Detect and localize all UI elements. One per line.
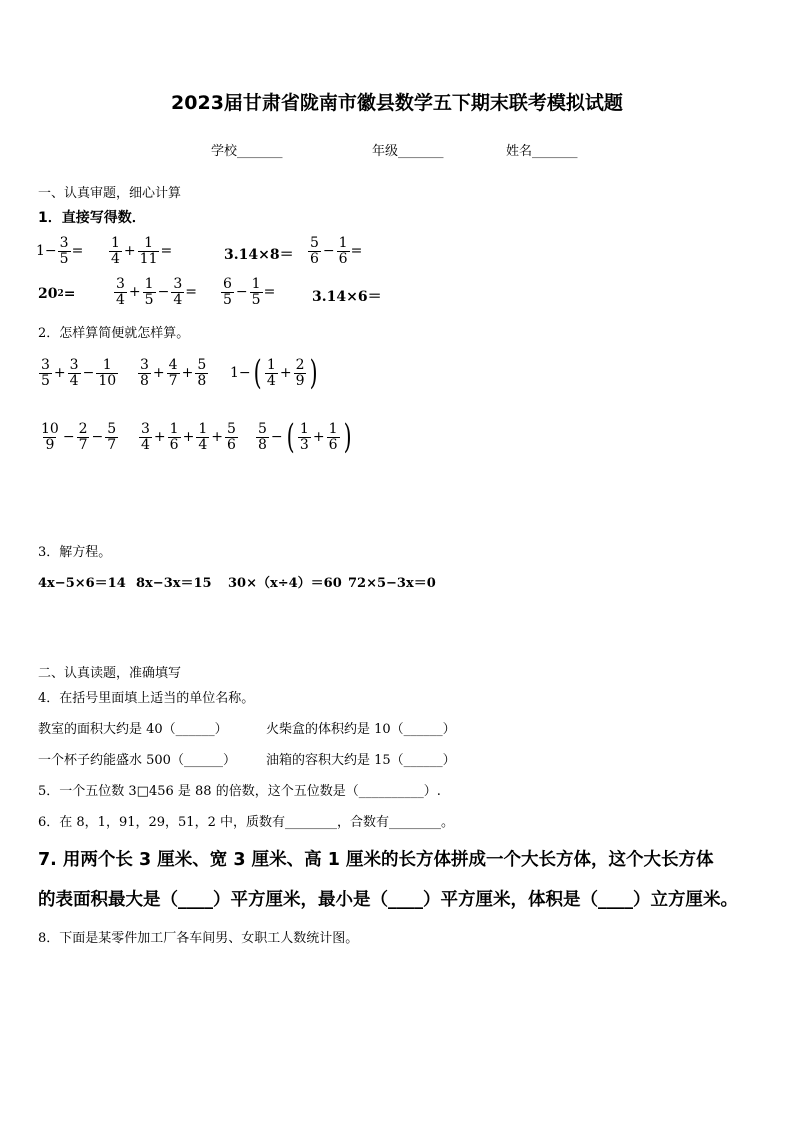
fraction: $\frac{3}{5}$	[59, 235, 69, 267]
q2-expr-6	[255, 417, 354, 457]
operator: +	[152, 365, 165, 382]
exponent: 2	[57, 289, 64, 299]
expr-text: =	[263, 284, 276, 301]
q6-text: 6．在 8，1，91，29，51，2 中，质数有________，合数有________。	[38, 815, 454, 830]
page-title: 2023届甘肃省陇南市徽县数学五下期末联考模拟试题	[171, 92, 623, 114]
q2-expr-3	[230, 353, 321, 393]
q7-line-1: 7. 用两个长 3 厘米、宽 3 厘米、高 1 厘米的长方体拼成一个大长方体，这个大长方体	[38, 850, 714, 870]
q1-label: 1．直接写得数．	[38, 210, 146, 226]
fraction: $\frac{3}{4}$	[116, 276, 125, 308]
section2-heading: 二、认真读题，准确填写	[38, 666, 182, 681]
fraction: $\frac{5}{6}$	[310, 235, 319, 267]
fraction: $\frac{1}{4}$	[198, 421, 208, 453]
expr-text: 1−	[230, 365, 251, 381]
fraction: $\frac{1}{11}$	[139, 235, 158, 267]
operator: +	[182, 429, 195, 446]
q3-label: 3．解方程。	[38, 545, 112, 560]
fraction: $\frac{1}{10}$	[98, 357, 117, 389]
operator: −	[157, 284, 170, 301]
q2-expr-4	[38, 422, 119, 452]
operator: +	[153, 429, 166, 446]
fraction: $\frac{1}{3}$	[299, 420, 309, 453]
operator: +	[128, 284, 141, 301]
fraction: $\frac{1}{6}$	[328, 420, 338, 453]
operator: +	[123, 243, 136, 260]
expr-text: =	[63, 286, 76, 302]
fraction: $\frac{2}{7}$	[78, 421, 88, 453]
expr-text: =	[71, 243, 84, 260]
q5-text: 5．一个五位数 3□456 是 88 的倍数，这个五位数是（__________）.	[38, 784, 441, 799]
q2-expr-2	[137, 358, 209, 388]
fraction: $\frac{2}{9}$	[295, 356, 305, 389]
q1-expr-6	[113, 277, 197, 307]
fraction: $\frac{1}{4}$	[266, 356, 276, 389]
operator: +	[312, 429, 325, 445]
fraction: $\frac{5}{8}$	[197, 357, 207, 389]
fraction: $\frac{1}{6}$	[338, 235, 348, 267]
expr-text: 20	[38, 286, 58, 302]
operator: −	[91, 429, 104, 446]
equation-4: 72×5−3x＝0	[348, 576, 436, 591]
right-paren: )	[343, 417, 352, 457]
operator: +	[181, 365, 194, 382]
q4-item-2: 火柴盒的体积约是 10（______）	[266, 722, 456, 737]
expr-text: 1−	[36, 243, 57, 260]
fraction: $\frac{6}{5}$	[223, 276, 232, 308]
section1-heading: 一、认真审题，细心计算	[38, 186, 182, 201]
fraction: $\frac{3}{5}$	[41, 357, 50, 389]
fraction: $\frac{1}{5}$	[144, 276, 154, 308]
q1-expr-7	[220, 277, 275, 307]
fraction: $\frac{3}{8}$	[140, 357, 149, 389]
q1-expr-4	[307, 236, 362, 266]
expr-text: =	[350, 243, 363, 260]
fraction: $\frac{4}{7}$	[168, 357, 178, 389]
left-paren: (	[286, 417, 295, 457]
operator: +	[53, 365, 66, 382]
q4-item-4: 油箱的容积大约是 15（______）	[266, 753, 456, 768]
q4-label: 4．在括号里面填上适当的单位名称。	[38, 691, 255, 706]
operator: −	[322, 243, 335, 260]
fraction: $\frac{10}{9}$	[41, 421, 59, 453]
q4-item-1: 教室的面积大约是 40（______）	[38, 722, 228, 737]
q1-expr-1	[36, 236, 83, 266]
fraction: $\frac{5}{6}$	[226, 421, 236, 453]
q4-item-3: 一个杯子约能盛水 500（______）	[38, 753, 236, 768]
fraction: $\frac{3}{4}$	[69, 357, 79, 389]
name-field: 姓名_______	[506, 144, 578, 159]
left-paren: (	[253, 353, 262, 393]
fraction: $\frac{1}{5}$	[251, 276, 261, 308]
equation-3: 30×（x÷4）＝60	[228, 576, 342, 591]
grade-field: 年级_______	[372, 144, 444, 159]
operator: −	[62, 429, 75, 446]
q2-expr-1	[38, 358, 119, 388]
school-field: 学校_______	[211, 144, 283, 159]
right-paren: )	[310, 353, 319, 393]
fraction: $\frac{3}{4}$	[141, 421, 150, 453]
q1-expr-3: 3.14×8＝	[224, 247, 294, 263]
operator: −	[82, 365, 95, 382]
fraction: $\frac{1}{6}$	[169, 421, 179, 453]
operator: +	[211, 429, 223, 446]
q1-expr-5	[38, 286, 75, 302]
q7-line-2: 的表面积最大是（____）平方厘米，最小是（____）平方厘米，体积是（____）立方厘米。	[38, 890, 738, 910]
operator: −	[235, 284, 248, 301]
fraction: $\frac{5}{8}$	[258, 420, 267, 453]
fraction: $\frac{1}{4}$	[111, 235, 120, 267]
q2-label: 2．怎样算简便就怎样算。	[38, 326, 190, 341]
q2-expr-5	[138, 422, 239, 452]
operator: +	[279, 365, 292, 381]
expr-text: =	[185, 284, 197, 301]
expr-text: =	[160, 243, 173, 260]
q8-text: 8．下面是某零件加工厂各车间男、女职工人数统计图。	[38, 931, 359, 946]
equation-2: 8x−3x＝15	[136, 576, 212, 591]
q1-expr-2	[108, 236, 172, 266]
fraction: $\frac{5}{7}$	[107, 421, 117, 453]
operator: −	[270, 429, 283, 445]
q1-expr-8: 3.14×6＝	[312, 289, 382, 305]
fraction: $\frac{3}{4}$	[173, 276, 183, 308]
equation-1: 4x−5×6＝14	[38, 576, 126, 591]
